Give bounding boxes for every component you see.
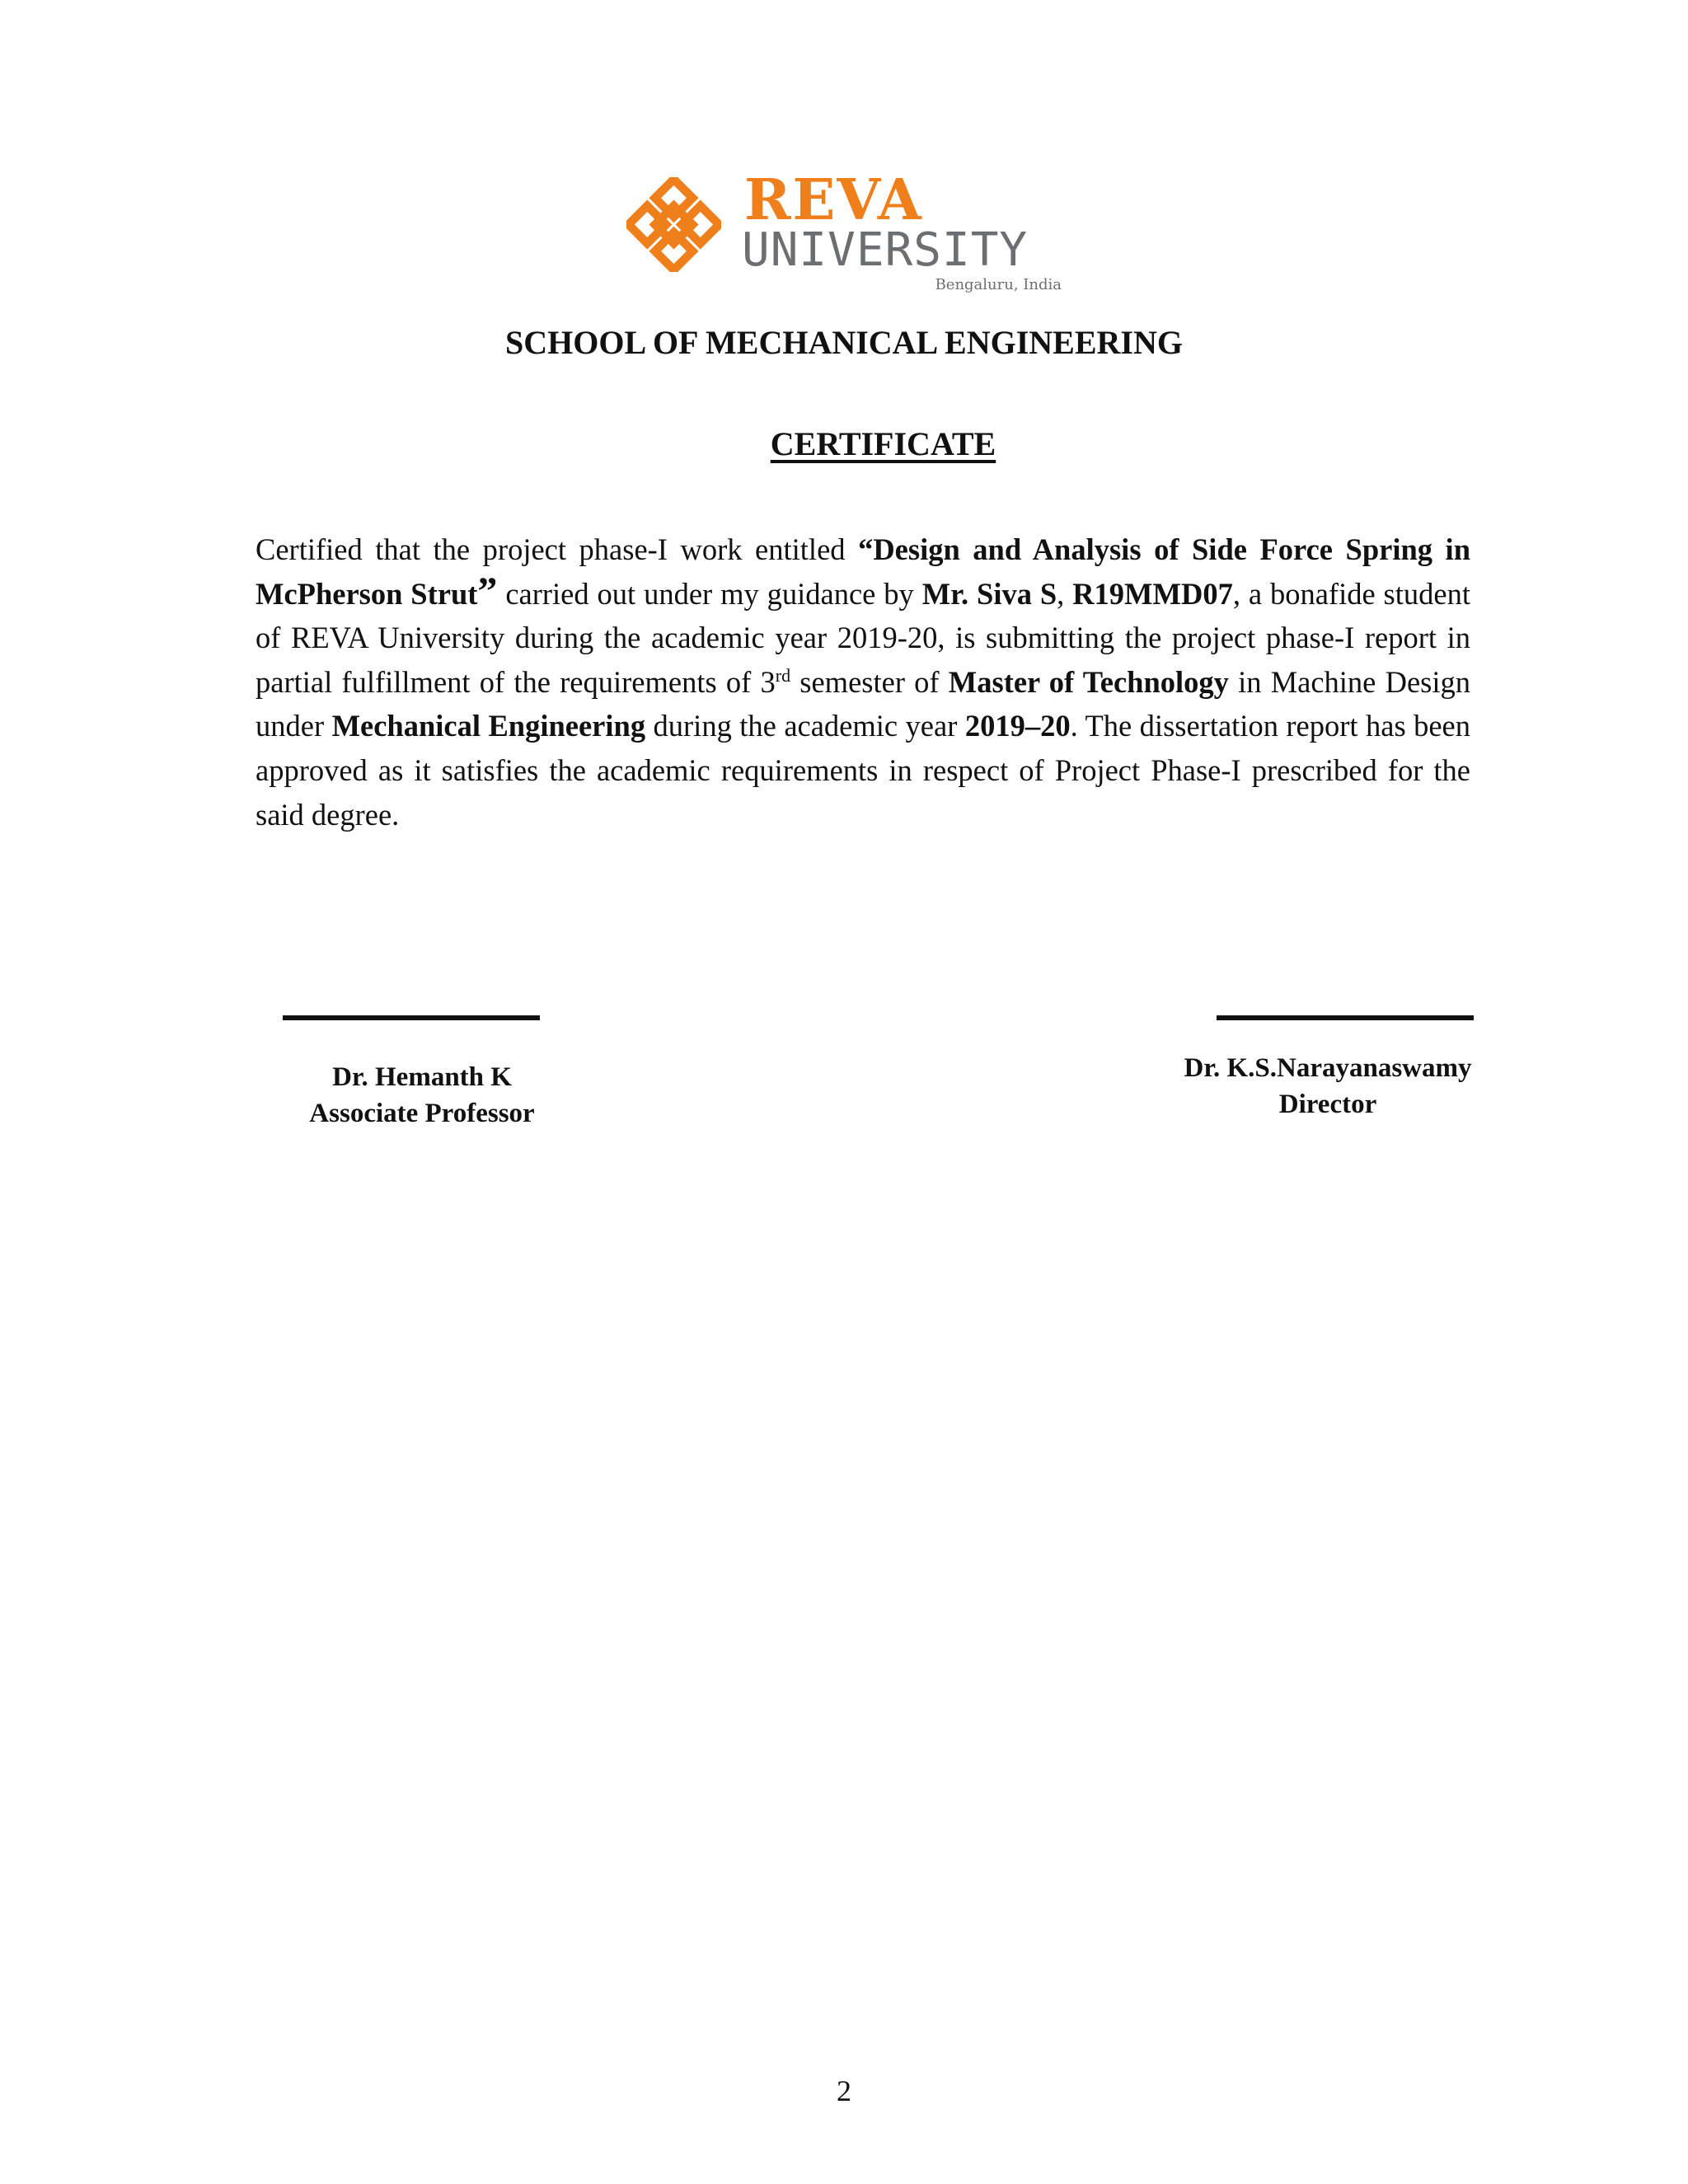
guide-role: Associate Professor (309, 1099, 535, 1128)
guide-name: Dr. Hemanth K (332, 1062, 512, 1092)
body-text-7: during the academic year (645, 709, 965, 743)
certificate-heading (0, 424, 1688, 463)
director-name: Dr. K.S.Narayanaswamy (1184, 1053, 1472, 1083)
page-number: 2 (837, 2074, 851, 2107)
logo-location: Bengaluru, India (935, 276, 1062, 293)
signature-line-left (283, 1015, 540, 1020)
body-text-4: , a bonafide student of REVA University during the academic year 2019-20, is submitting the project phase-I report in partial fulfillment of the requirements of 3 (256, 576, 1470, 699)
school-heading: SCHOOL OF MECHANICAL ENGINEERING (505, 324, 1183, 361)
ordinal-suffix: rd (775, 664, 791, 686)
body-text-5: semester of (790, 664, 949, 699)
department-name: Mechanical Engineering (331, 709, 646, 743)
body-text-6: in Machine Design under (256, 664, 1470, 743)
signatory-guide (257, 1059, 587, 1132)
knot-emblem-icon (626, 177, 721, 272)
body-text-2: carried out under my guidance by (497, 576, 922, 611)
director-role: Director (1278, 1090, 1377, 1119)
project-title-text: “Design and Analysis of Side Force Spring in McPherson Strut (256, 532, 1470, 611)
signatory-director (1163, 1050, 1493, 1122)
logo-wordmark-reva: REVA (744, 167, 923, 233)
signature-line-right (1217, 1015, 1474, 1020)
university-logo (626, 167, 1071, 301)
logo-wordmark-university: UNIVERSITY (742, 223, 1029, 277)
body-text-8: . The dissertation report has been approved as it satisfies the academic requirements in respect of Project Phase-I prescribed for the said degree. (256, 709, 1471, 832)
project-title-close-quote: ” (477, 569, 498, 613)
certificate-title-text: CERTIFICATE (770, 425, 996, 462)
body-text-1: Certified that the project phase-I work entitled (256, 532, 859, 566)
degree-name: Master of Technology (948, 664, 1229, 699)
student-name: Mr. Siva S (921, 576, 1057, 611)
certificate-body (256, 527, 1470, 837)
body-text-3: , (1057, 576, 1073, 611)
student-usn: R19MMD07 (1072, 576, 1233, 611)
academic-year: 2019–20 (964, 709, 1071, 743)
